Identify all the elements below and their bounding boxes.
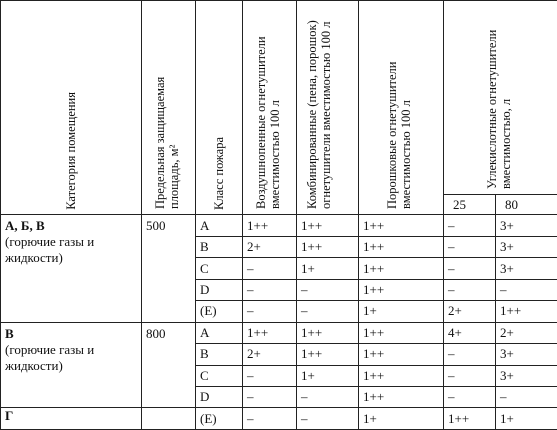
- header-category: Категория помещения: [1, 1, 142, 215]
- fire-class-cell: A: [196, 215, 243, 236]
- category-cell: [1, 322, 142, 408]
- air-foam-cell: 1++: [243, 215, 297, 236]
- co2-25-cell: 4+: [444, 322, 496, 343]
- air-foam-cell: –: [243, 258, 297, 279]
- co2-25-cell: –: [444, 258, 496, 279]
- fire-class-cell: (E): [196, 408, 243, 430]
- header-row: [1, 1, 557, 195]
- co2-25-cell: –: [444, 279, 496, 300]
- powder-cell: 1++: [359, 279, 444, 300]
- combined-cell: –: [297, 301, 359, 322]
- category-description: (горючие газы и жидкости): [5, 234, 141, 266]
- powder-cell: 1++: [359, 386, 444, 407]
- fire-class-cell: A: [196, 322, 243, 343]
- fire-class-cell: C: [196, 365, 243, 386]
- co2-80-cell: 3+: [496, 236, 557, 257]
- table-row: [1, 215, 557, 236]
- category-cell: [1, 215, 142, 322]
- co2-80-cell: 3+: [496, 258, 557, 279]
- co2-80-cell: 2+: [496, 322, 557, 343]
- category-description: (горючие газы и жидкости): [5, 342, 141, 374]
- table-row: [1, 322, 557, 343]
- fire-class-cell: D: [196, 279, 243, 300]
- co2-80-cell: 1+: [496, 408, 557, 430]
- fire-class-cell: (E): [196, 301, 243, 322]
- powder-cell: 1+: [359, 301, 444, 322]
- header-co2-25: 25: [444, 195, 496, 215]
- header-air-foam: Воздушнопенные огнетушители вместимостью 100 л: [243, 1, 297, 215]
- air-foam-cell: 2+: [243, 344, 297, 365]
- powder-cell: 1++: [359, 322, 444, 343]
- combined-cell: –: [297, 408, 359, 430]
- co2-25-cell: 2+: [444, 301, 496, 322]
- header-co2: Углекислотные огнетушители вместимостью, л: [444, 1, 557, 195]
- header-combined: Комбинированные (пена, порошок) огнетушители вместимостью 100 л: [297, 1, 359, 215]
- fire-class-cell: C: [196, 258, 243, 279]
- co2-80-cell: –: [496, 386, 557, 407]
- co2-25-cell: 1++: [444, 408, 496, 430]
- air-foam-cell: –: [243, 365, 297, 386]
- powder-cell: 1++: [359, 258, 444, 279]
- header-co2-80: 80: [496, 195, 557, 215]
- powder-cell: 1++: [359, 236, 444, 257]
- combined-cell: –: [297, 279, 359, 300]
- combined-cell: 1++: [297, 215, 359, 236]
- air-foam-cell: –: [243, 386, 297, 407]
- area-cell: 800: [142, 322, 196, 408]
- powder-cell: 1+: [359, 408, 444, 430]
- air-foam-cell: –: [243, 408, 297, 430]
- co2-80-cell: 3+: [496, 344, 557, 365]
- air-foam-cell: 1++: [243, 322, 297, 343]
- co2-25-cell: –: [444, 344, 496, 365]
- combined-cell: –: [297, 386, 359, 407]
- category-title: Г: [5, 408, 141, 424]
- powder-cell: 1++: [359, 215, 444, 236]
- header-area: Предельная защищаемая площадь, м²: [142, 1, 196, 215]
- co2-80-cell: 1++: [496, 301, 557, 322]
- area-cell: 500: [142, 215, 196, 322]
- combined-cell: 1+: [297, 365, 359, 386]
- fire-class-cell: B: [196, 236, 243, 257]
- co2-25-cell: –: [444, 386, 496, 407]
- combined-cell: 1++: [297, 344, 359, 365]
- air-foam-cell: –: [243, 301, 297, 322]
- combined-cell: 1++: [297, 236, 359, 257]
- air-foam-cell: 2+: [243, 236, 297, 257]
- category-title: В: [5, 326, 141, 342]
- co2-80-cell: 3+: [496, 215, 557, 236]
- co2-80-cell: 3+: [496, 365, 557, 386]
- category-title: А, Б, В: [5, 218, 141, 234]
- header-powder: Порошковые огнетушители вместимостью 100 л: [359, 1, 444, 215]
- co2-25-cell: –: [444, 215, 496, 236]
- fire-class-cell: B: [196, 344, 243, 365]
- powder-cell: 1++: [359, 365, 444, 386]
- co2-25-cell: –: [444, 236, 496, 257]
- fire-class-cell: D: [196, 386, 243, 407]
- combined-cell: 1+: [297, 258, 359, 279]
- combined-cell: 1++: [297, 322, 359, 343]
- air-foam-cell: –: [243, 279, 297, 300]
- co2-80-cell: –: [496, 279, 557, 300]
- powder-cell: 1++: [359, 344, 444, 365]
- co2-25-cell: –: [444, 365, 496, 386]
- header-fire-class: Класс пожара: [196, 1, 243, 215]
